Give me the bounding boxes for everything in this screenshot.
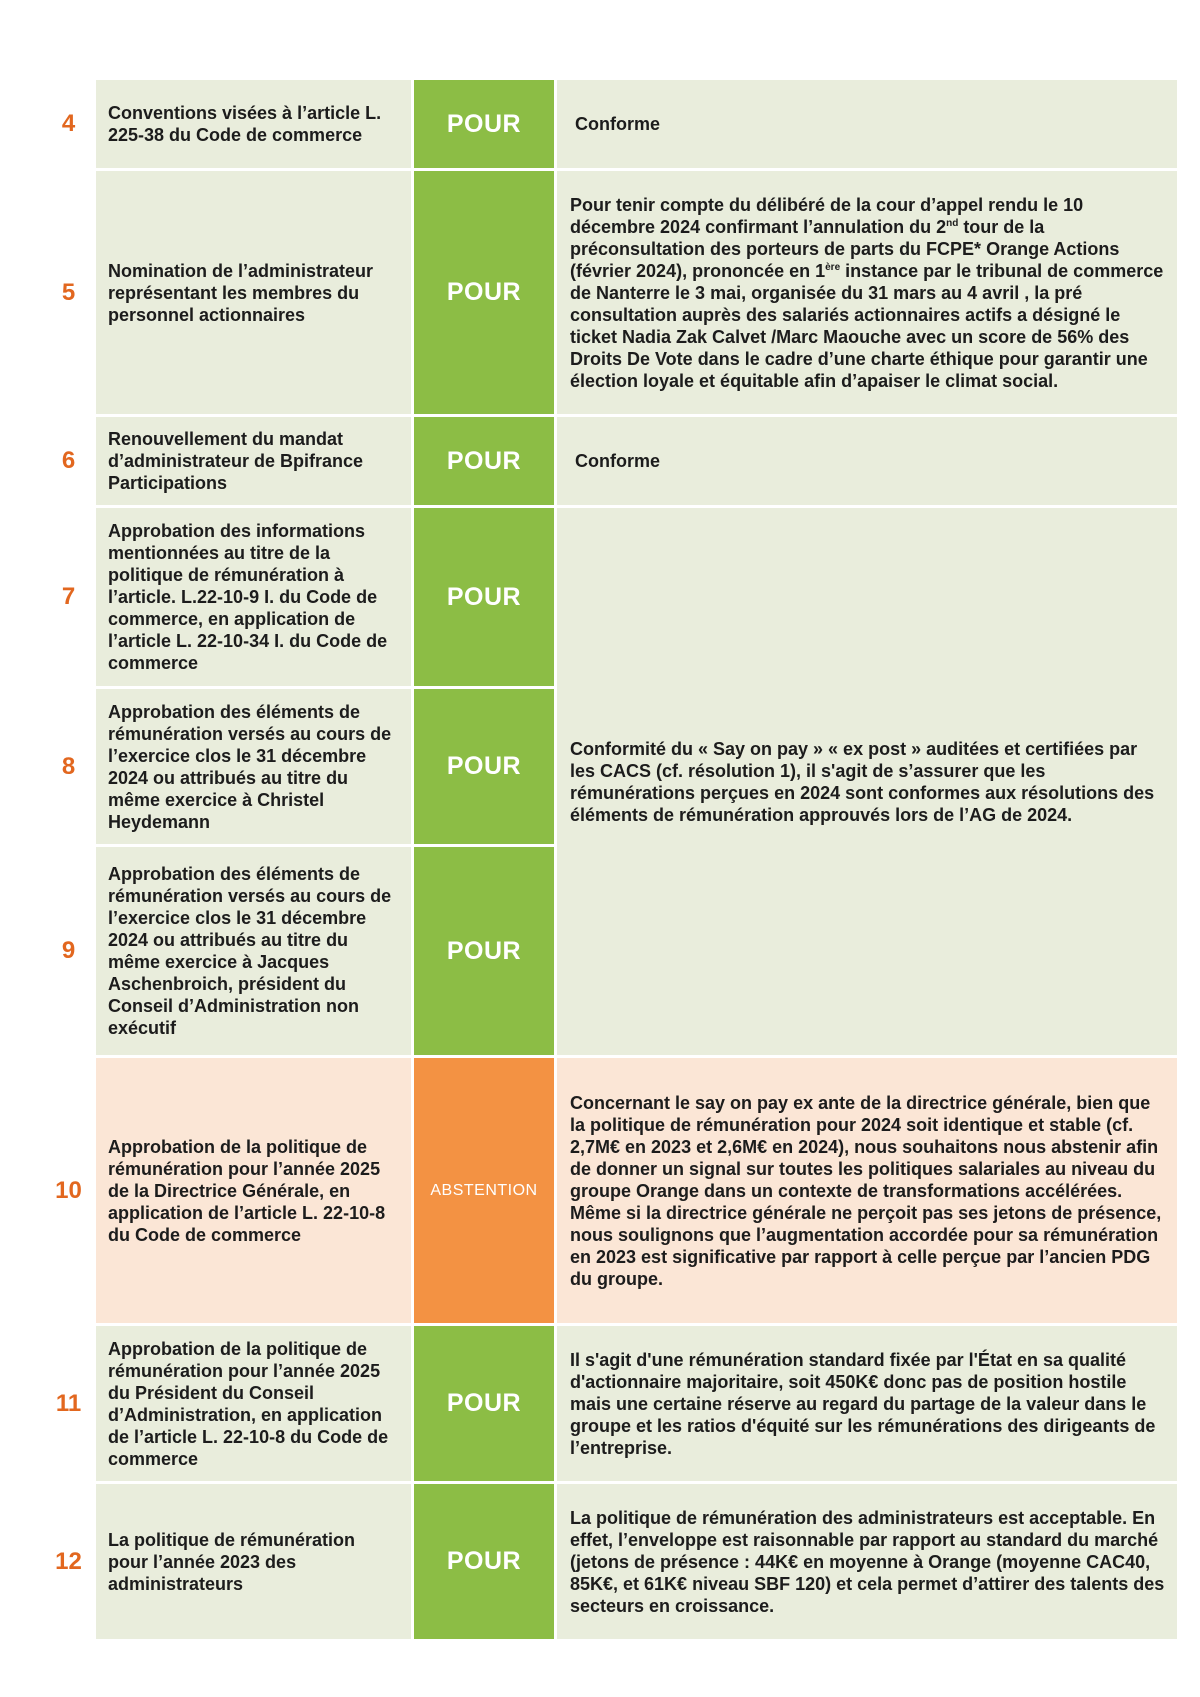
resolution-title: Approbation de la politique de rémunération pour l’année 2025 de la Directrice Générale, en application de l’article L. 22-10-8 du Code de commerce bbox=[96, 1058, 411, 1323]
vote-comment-merged: Conformité du « Say on pay » « ex post » auditées et certifiées par les CACS (cf. résolution 1), il s'agit de s’assurer que les rémunérations perçues en 2024 sont conformes aux résolutions des éléments de rémunération approuvés lors de l’AG de 2024. bbox=[557, 508, 1177, 1055]
resolution-title: Conventions visées à l’article L. 225-38 du Code de commerce bbox=[96, 80, 411, 168]
resolution-title: Approbation des éléments de rémunération versés au cours de l’exercice clos le 31 décembre 2024 ou attribués au titre du même exercice à Christel Heydemann bbox=[96, 689, 411, 844]
vote-badge: POUR bbox=[414, 171, 554, 414]
vote-comment: Il s'agit d'une rémunération standard fixée par l'État en sa qualité d'actionnaire majoritaire, soit 450K€ donc pas de position hostile mais une certaine réserve au regard du partage de la valeur dans le groupe et les ratios d'équité sur les rémunérations des dirigeants de l’entreprise. bbox=[557, 1326, 1177, 1481]
vote-badge-abstention: ABSTENTION bbox=[414, 1058, 554, 1323]
resolution-number: 6 bbox=[61, 447, 76, 474]
vote-comment: Conforme bbox=[557, 80, 1177, 168]
vote-comment: Conforme bbox=[557, 417, 1177, 505]
resolution-number: 7 bbox=[61, 583, 76, 610]
vote-badge: POUR bbox=[414, 689, 554, 844]
vote-comment: Concernant le say on pay ex ante de la directrice générale, bien que la politique de rémunération pour 2024 soit identique et stable (cf. 2,7M€ en 2023 et 2,6M€ en 2024), nous souhaitons nous abstenir afin de donner un signal sur toutes les politiques salariales au niveau du groupe Orange dans un contexte de transformations accélérées. Même si la directrice générale ne perçoit pas ses jetons de présence, nous soulignons que l’augmentation accordée pour sa rémunération en 2023 est significative par rapport à celle perçue par l’ancien PDG du groupe. bbox=[557, 1058, 1177, 1323]
resolution-number: 5 bbox=[61, 278, 76, 306]
resolution-number: 10 bbox=[55, 1176, 82, 1204]
vote-badge: POUR bbox=[414, 417, 554, 505]
resolution-title: Nomination de l’administrateur représentant les membres du personnel actionnaires bbox=[96, 171, 411, 414]
resolution-number: 12 bbox=[55, 1547, 82, 1575]
resolution-title: Approbation des informations mentionnées au titre de la politique de rémunération à l’article. L.22-10-9 I. du Code de commerce, en application de l’article L. 22-10-34 I. du Code de commerce bbox=[96, 508, 411, 686]
vote-badge: POUR bbox=[414, 508, 554, 686]
resolutions-table bbox=[44, 80, 1177, 1639]
resolution-title: La politique de rémunération pour l’année 2023 des administrateurs bbox=[96, 1484, 411, 1639]
resolution-number: 8 bbox=[61, 752, 76, 780]
vote-badge: POUR bbox=[414, 80, 554, 168]
resolution-title: Approbation des éléments de rémunération versés au cours de l’exercice clos le 31 décembre 2024 ou attribués au titre du même exercice à Jacques Aschenbroich, président du Conseil d’Administration non exécutif bbox=[96, 847, 411, 1055]
resolution-title: Renouvellement du mandat d’administrateur de Bpifrance Participations bbox=[96, 417, 411, 505]
vote-comment-text: Pour tenir compte du délibéré de la cour d’appel rendu le 10 décembre 2024 confirmant l’annulation du 2nd tour de la préconsultation des porteurs de parts du FCPE* Orange Actions (février 2024), prononcée en 1ère instance par le tribunal de commerce de Nanterre le 3 mai, organisée du 31 mars au 4 avril , la pré consultation auprès des salariés actionnaires actifs a désigné le ticket Nadia Zak Calvet /Marc Maouche avec un score de 56% des Droits De Vote dans le cadre d’une charte éthique pour garantir une élection loyale et équitable afin d’apaiser le climat social. bbox=[570, 194, 1164, 391]
vote-badge: POUR bbox=[414, 1484, 554, 1639]
vote-badge: POUR bbox=[414, 847, 554, 1055]
resolution-number: 9 bbox=[61, 937, 76, 964]
vote-badge: POUR bbox=[414, 1326, 554, 1481]
vote-comment bbox=[557, 171, 1177, 414]
resolution-number: 4 bbox=[61, 110, 76, 137]
resolution-number: 11 bbox=[55, 1389, 82, 1417]
resolution-title: Approbation de la politique de rémunération pour l’année 2025 du Président du Conseil d’Administration, en application de l’article L. 22-10-8 du Code de commerce bbox=[96, 1326, 411, 1481]
vote-comment: La politique de rémunération des administrateurs est acceptable. En effet, l’enveloppe est raisonnable par rapport au standard du marché (jetons de présence : 44K€ en moyenne à Orange (moyenne CAC40, 85K€, et 61K€ niveau SBF 120) et cela permet d’attirer des talents des secteurs en croissance. bbox=[557, 1484, 1177, 1639]
